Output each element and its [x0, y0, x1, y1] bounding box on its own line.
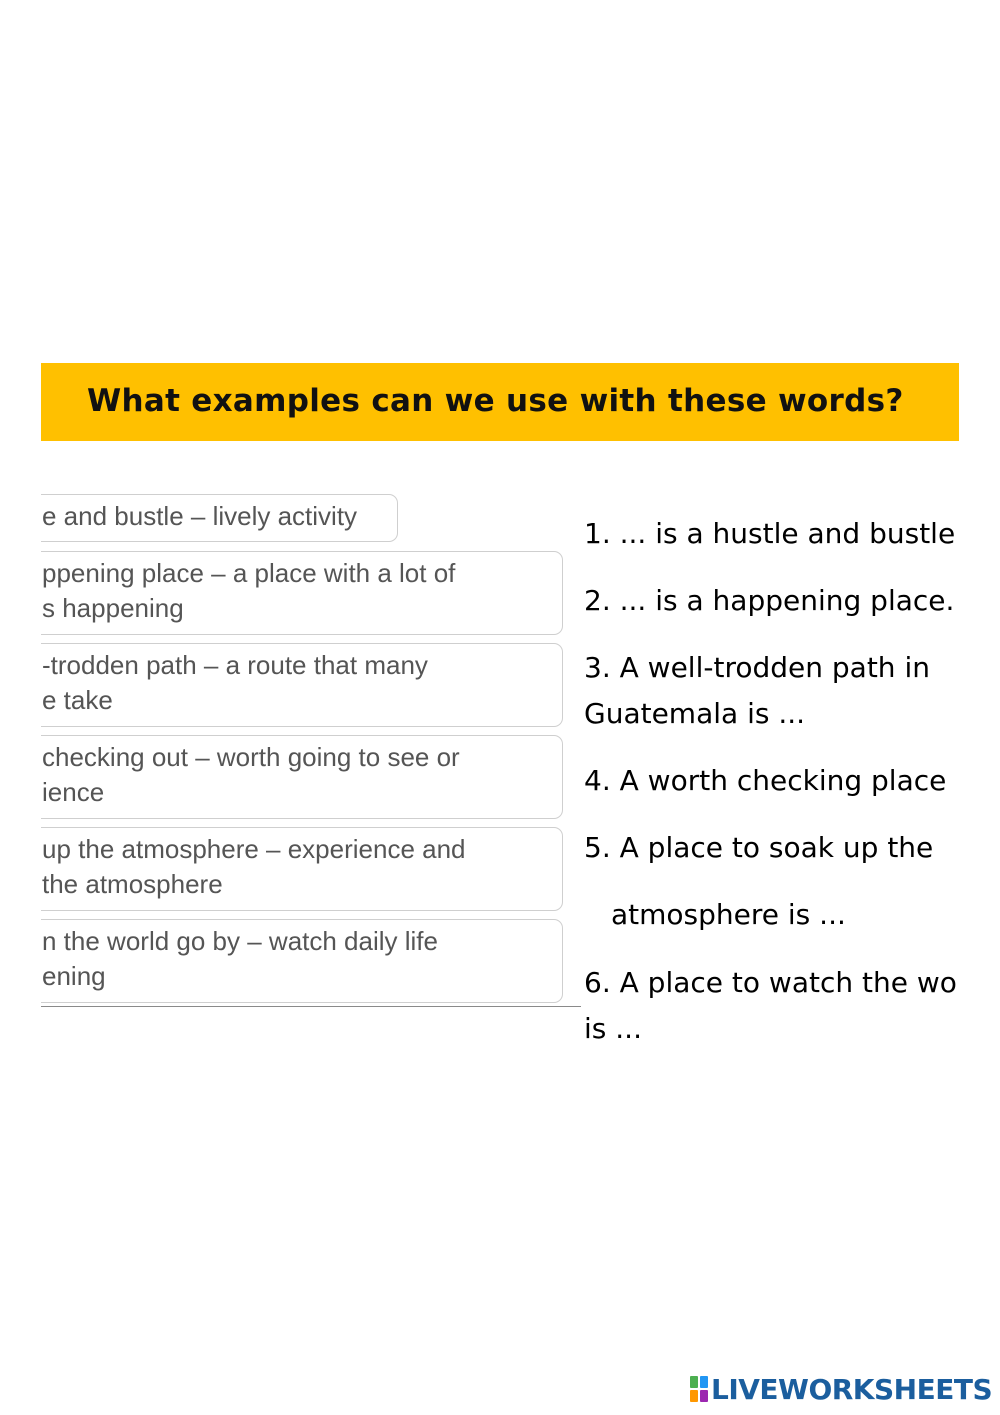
page-title: What examples can we use with these words?: [87, 383, 904, 419]
footer-brand: [690, 1372, 992, 1406]
question-6: 6. A place to watch the wo: [584, 966, 957, 999]
definition-line: e and bustle – lively activity: [42, 501, 358, 531]
divider: [41, 1006, 581, 1007]
definition-card-6[interactable]: [41, 919, 563, 1003]
questions-panel: [584, 500, 960, 1060]
liveworksheets-logo-icon: [690, 1376, 708, 1402]
definition-card-2[interactable]: [41, 551, 563, 635]
definition-line: e take: [42, 685, 113, 715]
definition-line: ening: [42, 961, 106, 991]
definition-line: ppening place – a place with a lot of: [42, 558, 456, 588]
question-3: 3. A well-trodden path in: [584, 651, 930, 684]
definition-line: n the world go by – watch daily life: [42, 926, 438, 956]
question-5: 5. A place to soak up the: [584, 831, 934, 864]
definition-card-5[interactable]: [41, 827, 563, 911]
question-3-cont: Guatemala is ...: [584, 697, 806, 730]
definition-line: up the atmosphere – experience and: [42, 834, 466, 864]
question-1: 1. ... is a hustle and bustle: [584, 517, 956, 550]
definition-line: checking out – worth going to see or: [42, 742, 460, 772]
question-2: 2. ... is a happening place.: [584, 584, 955, 617]
brand-name: LIVEWORKSHEETS: [711, 1372, 993, 1406]
definition-line: ience: [42, 777, 105, 807]
title-banner: [41, 363, 959, 441]
definition-line: -trodden path – a route that many: [42, 650, 428, 680]
definitions-panel: [41, 488, 581, 1008]
definition-line: s happening: [42, 593, 184, 623]
question-5-cont: atmosphere is ...: [611, 898, 846, 931]
definition-card-4[interactable]: [41, 735, 563, 819]
definition-line: the atmosphere: [42, 869, 223, 899]
definition-card-3[interactable]: [41, 643, 563, 727]
definition-card-1[interactable]: [41, 494, 398, 542]
question-4: 4. A worth checking place: [584, 764, 947, 797]
question-6-cont: is ...: [584, 1012, 642, 1045]
